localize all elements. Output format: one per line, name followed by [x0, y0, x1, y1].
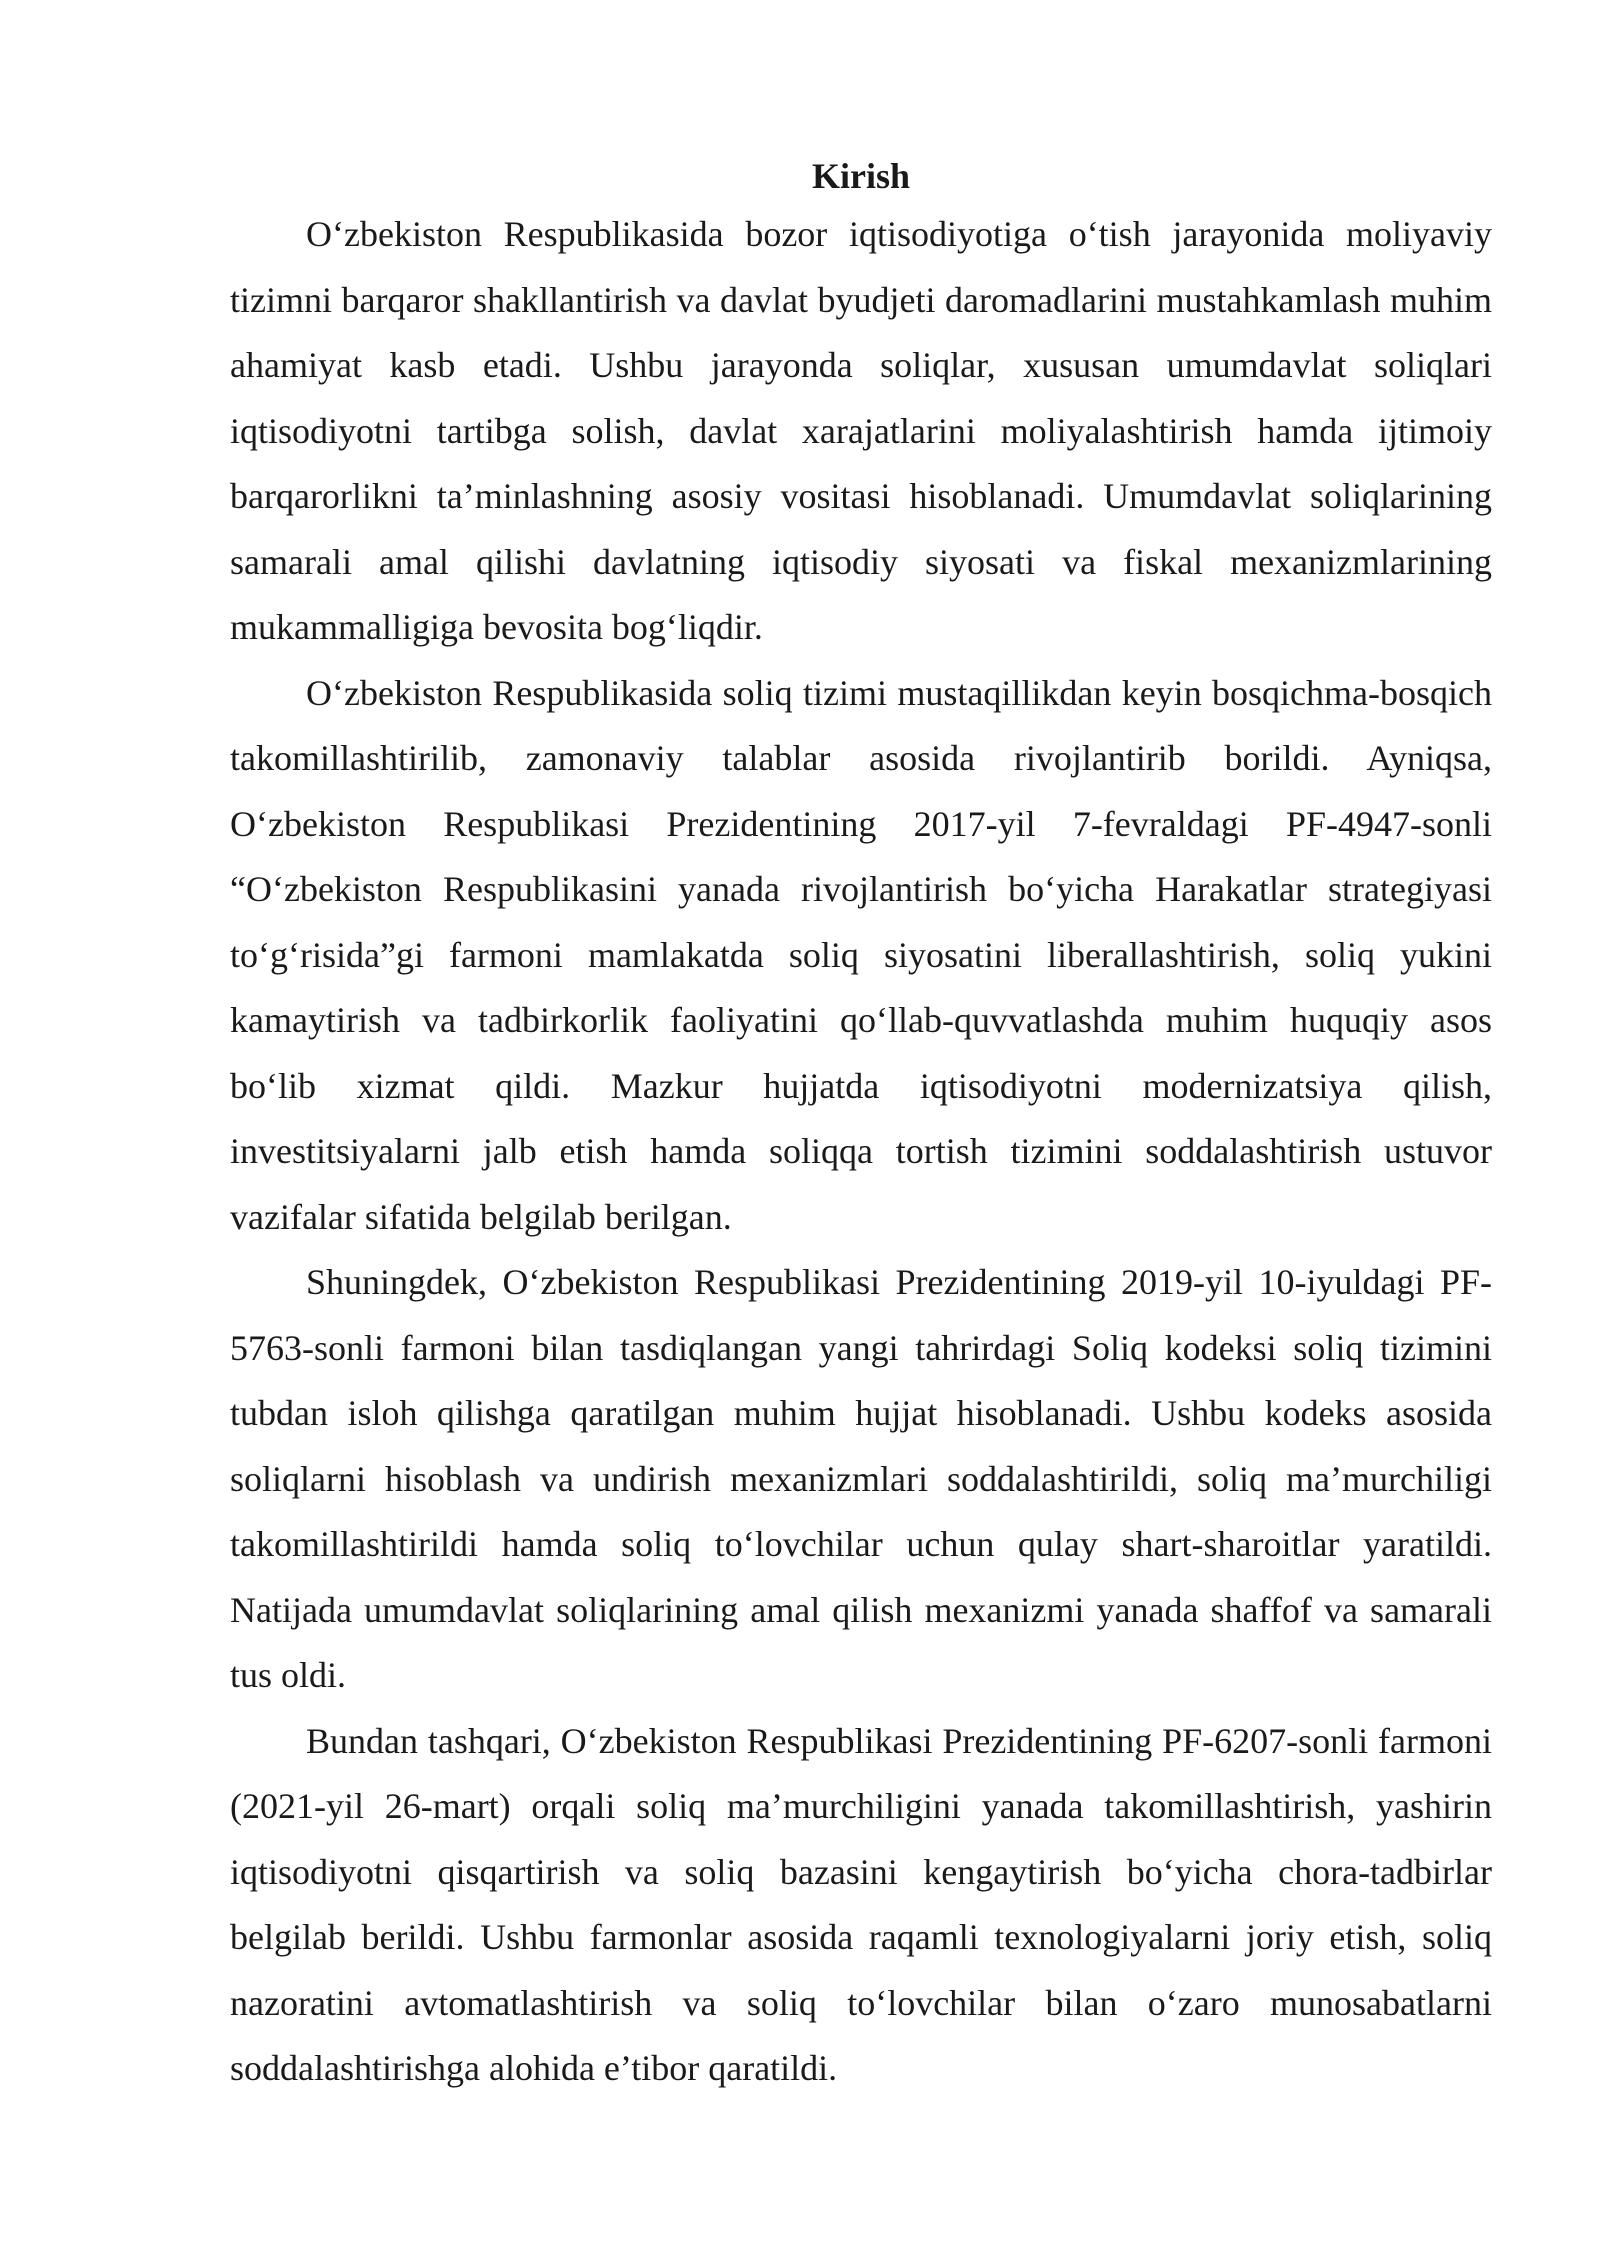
paragraph-2: O‘zbekiston Respublikasida soliq tizimi mustaqillikdan keyin bosqichma-bosqich takomillashtirilib, zamonaviy talablar asosida rivojlantirib borildi. Ayniqsa, O‘zbekiston Respublikasi Prezidentining 2017-yil 7-fevraldagi PF-4947-sonli “O‘zbekiston Respublikasini yanada rivojlantirish bo‘yicha Harakatlar strategiyasi to‘g‘risida”gi farmoni mamlakatda soliq siyosatini liberallashtirish, soliq yukini kamaytirish va tadbirkorlik faoliyatini qo‘llab-quvvatlashda muhim huquqiy asos bo‘lib xizmat qildi. Mazkur hujjatda iqtisodiyotni modernizatsiya qilish, investitsiyalarni jalb etish hamda soliqqa tortish tizimini soddalashtirish ustuvor vazifalar sifatida belgilab berilgan.: [230, 672, 1492, 1237]
paragraph-1: O‘zbekiston Respublikasida bozor iqtisodiyotiga o‘tish jarayonida moliyaviy tizimni barqaror shakllantirish va davlat byudjeti daromadlarini mustahkamlash muhim ahamiyat kasb etadi. Ushbu jarayonda soliqlar, xususan umumdavlat soliqlari iqtisodiyotni tartibga solish, davlat xarajatlarini moliyalashtirish hamda ijtimoiy barqarorlikni ta’minlashning asosiy vositasi hisoblanadi. Umumdavlat soliqlarining samarali amal qilishi davlatning iqtisodiy siyosati va fiskal mexanizmlarining mukammalligiga bevosita bog‘liqdir.: [230, 214, 1492, 647]
paragraph-3: Shuningdek, O‘zbekiston Respublikasi Prezidentining 2019-yil 10-iyuldagi PF-5763-sonli farmoni bilan tasdiqlangan yangi tahrirdagi Soliq kodeksi soliq tizimini tubdan isloh qilishga qaratilgan muhim hujjat hisoblanadi. Ushbu kodeks asosida soliqlarni hisoblash va undirish mexanizmlari soddalashtirildi, soliq ma’murchiligi takomillashtirildi hamda soliq to‘lovchilar uchun qulay shart-sharoitlar yaratildi. Natijada umumdavlat soliqlarining amal qilish mexanizmi yanada shaffof va samarali tus oldi.: [230, 1262, 1492, 1695]
page-title: Kirish: [811, 156, 910, 196]
document-body: [230, 150, 1492, 2102]
paragraph-4: Bundan tashqari, O‘zbekiston Respublikasi Prezidentining PF-6207-sonli farmoni (2021-yil 26-mart) orqali soliq ma’murchiligini yanada takomillashtirish, yashirin iqtisodiyotni qisqartirish va soliq bazasini kengaytirish bo‘yicha chora-tadbirlar belgilab berildi. Ushbu farmonlar asosida raqamli texnologiyalarni joriy etish, soliq nazoratini avtomatlashtirish va soliq to‘lovchilar bilan o‘zaro munosabatlarni soddalashtirishga alohida e’tibor qaratildi.: [230, 1720, 1492, 2088]
